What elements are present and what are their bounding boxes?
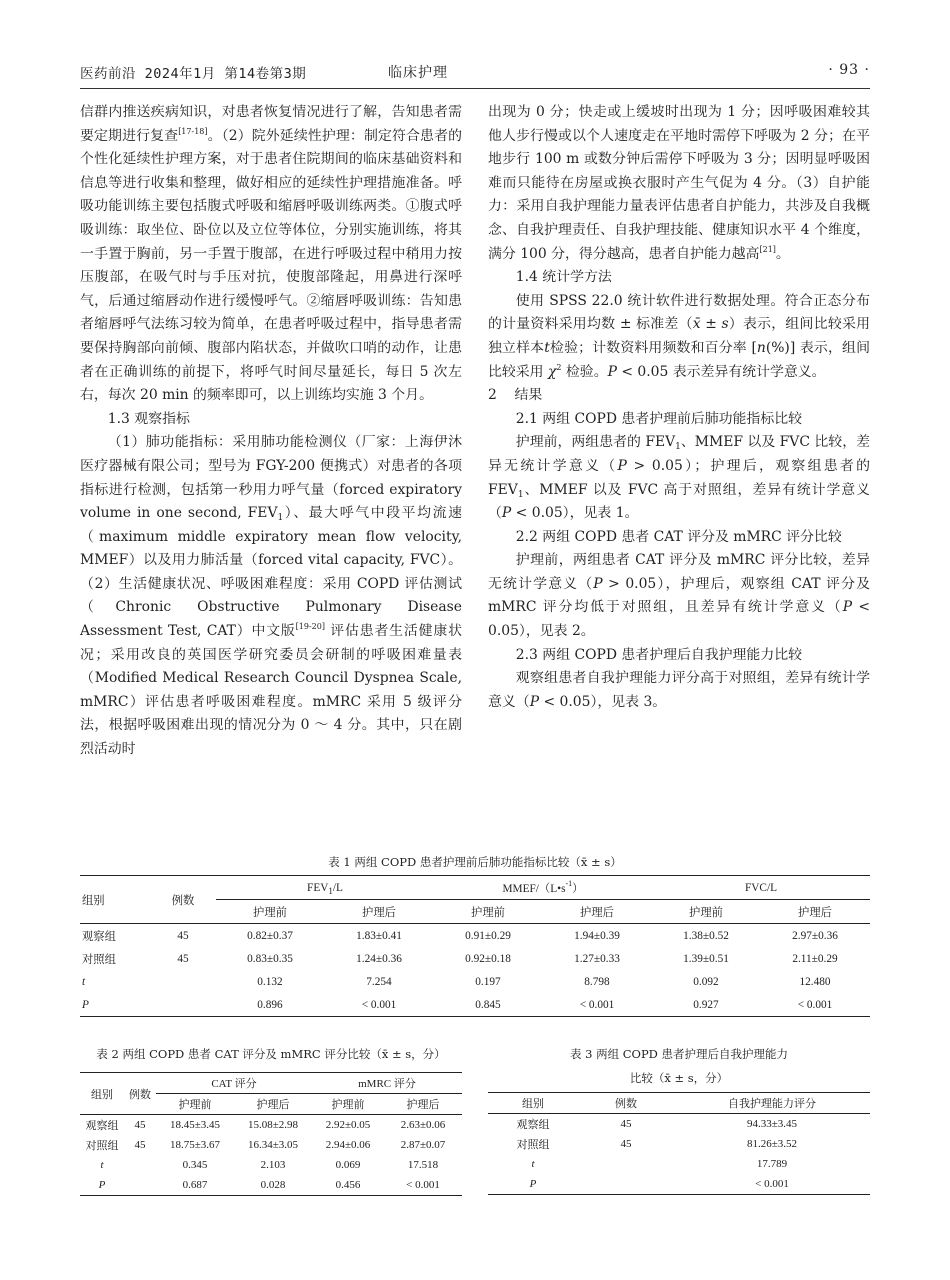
table1-subheader-after: 护理后: [580, 906, 614, 919]
table3: [488, 1092, 870, 1195]
table-row: 对照组 45 81.26±3.52: [516, 1138, 798, 1151]
table1: [80, 875, 870, 1017]
table2-subheader-after: 护理后: [256, 1099, 290, 1111]
heading-results: 2 结果: [488, 387, 543, 404]
table-row: P 0.687 0.028 0.456 < 0.001: [80, 1175, 462, 1196]
table-row: 观察组 45 18.45±3.45 15.08±2.98 2.92±0.05 2.63±0.06: [80, 1115, 462, 1136]
table1-header-mmef: MMEF/$(L•s^{-1})$: [434, 876, 652, 900]
subheading-2-1: 2.1 两组 COPD 患者护理前后肺功能指标比较: [515, 410, 802, 427]
table2-header-cat: CAT 评分: [156, 1073, 312, 1094]
journal-info: 医药前沿 2024年1月 第14卷第3期: [80, 66, 307, 82]
left-column: [80, 101, 462, 762]
table1-subheader-before: 护理前: [689, 906, 723, 919]
table1-header-fvc: FVC/L: [652, 876, 870, 900]
paragraph-continued: 信群内推送疾病知识，对患者恢复情况进行了解，告知患者需要定期进行复查[17-18]。（2）院外延续性护理：制定符合患者的个性化延续性护理方案，对于患者住院期间的临床基础资料和信息等进行收集和整理，做好相应的延续性护理措施准备。呼吸功能训练主要包括腹式呼吸和缩唇呼吸训练两类。①腹式呼吸训练：取坐位、卧位以及立位等体位，分别实施训练，将其一手置于胸前，另一手置于腹部，在进行呼吸过程中稍用力按压腹部，在吸气时与手压对抗，使腹部隆起，用鼻进行深呼气，后通过缩唇动作进行缓慢呼气。②缩唇呼吸训练：告知患者缩唇呼气法练习较为简单，在患者呼吸过程中，指导患者需要保持胸部向前倾、腹部内陷状态，并做吹口哨的动作，让患者在正确训练的前提下，将呼气时间尽量延长，每日 5 次左右，每次 20 min 的频率即可，以上训练均实施 3 个月。: [80, 104, 462, 404]
paragraph-2-1: 护理前，两组患者的 $FEV_1$、MMEF 以及 FVC 比较，差异无统计学意义（P > 0.05）；护理后，观察组患者的 $FEV_1$、MMEF 以及 FVC 高于对照组，差异有统计学意义（P < 0.05），见表 1。: [488, 434, 870, 522]
table2-header-mmrc: mMRC 评分: [312, 1073, 462, 1094]
table2-header-group: 组别: [91, 1088, 113, 1101]
table2-subheader-after: 护理后: [406, 1099, 440, 1111]
paragraph-observation: （1）肺功能指标：采用肺功能检测仪（厂家：上海伊沐医疗器械有限公司；型号为 FGY-200 便携式）对患者的各项指标进行检测，包括第一秒用力呼气量（forced expiratory volume in one second, $FEV_1$）、最大呼气中段平均流速（maximum middle expiratory mean flow velocity, MMEF）以及用力肺活量（forced vital capacity, FVC）。（2）生活健康状况、呼吸困难程度：采用 COPD 评估测试（Chronic Obstructive Pulmonary Disease Assessment Test, CAT）中文版[19-20] 评估患者生活健康状况；采用改良的英国医学研究委员会研制的呼吸困难量表（Modified Medical Research Council Dyspnea Scale, mMRC）评估患者呼吸困难程度。mMRC 采用 5 级评分法，根据呼吸困难出现的情况分为 0 ～ 4 分。其中，只在剧烈活动时: [80, 434, 462, 758]
table1-subheader-after: 护理后: [798, 906, 832, 919]
subheading-statistics: 1.4 统计学方法: [515, 269, 612, 286]
table-row: 对照组 45 18.75±3.67 16.34±3.05 2.94±0.06 2.87±0.07: [85, 1139, 446, 1152]
table2-subheader-before: 护理前: [178, 1099, 212, 1111]
table1-header-n: 例数: [171, 894, 195, 907]
table-row: P 0.896 < 0.001 0.845 < 0.001 0.927 < 0.001: [80, 993, 870, 1017]
table2: [80, 1072, 462, 1196]
table1-caption: 表 1 两组 COPD 患者护理前后肺功能指标比较（x̄ ± s）: [328, 855, 622, 869]
table-row: t 0.132 7.254 0.197 8.798 0.092 12.480: [82, 975, 831, 988]
table3-header-score: 自我护理能力评分: [728, 1098, 816, 1110]
table1-subheader-before: 护理前: [471, 906, 505, 919]
right-column: [488, 101, 870, 714]
paragraph-mmrc: 出现为 0 分；快走或上缓坡时出现为 1 分；因呼吸困难较其他人步行慢或以个人速度走在平地时需停下呼吸为 2 分；在平地步行 100 m 或数分钟后需停下呼吸为 3 分；因明显呼吸困难而只能待在房屋或换衣服时产生气促为 4 分。（3）自护能力：采用自我护理能力量表评估患者自护能力，共涉及自我概念、自我护理责任、自我护理技能、健康知识水平 4 个维度，满分 100 分，得分越高，患者自护能力越高[21]。: [488, 104, 870, 262]
table3-caption-line2: 比较（x̄ ± s，分）: [629, 1071, 729, 1085]
table3-header-group: 组别: [522, 1098, 544, 1110]
subheading-2-2: 2.2 两组 COPD 患者 CAT 评分及 mMRC 评分比较: [515, 528, 842, 545]
table3-caption-line1: 表 3 两组 COPD 患者护理后自我护理能力: [569, 1047, 789, 1061]
section-title: 临床护理: [388, 65, 448, 81]
table2-subheader-before: 护理前: [331, 1099, 365, 1111]
table-row: 对照组 45 0.83±0.35 1.24±0.36 0.92±0.18 1.27±0.33 1.39±0.51 2.11±0.29: [82, 952, 838, 966]
subheading-observation: 1.3 观察指标: [107, 410, 190, 427]
table1-header-group: 组别: [82, 894, 105, 907]
table-row: P < 0.001: [488, 1174, 870, 1195]
table3-header-n: 例数: [615, 1098, 637, 1110]
paragraph-2-3: 观察组患者自我护理能力评分高于对照组，差异有统计学意义（P < 0.05），见表 3。: [488, 670, 870, 710]
subheading-2-3: 2.3 两组 COPD 患者护理后自我护理能力比较: [515, 646, 802, 663]
paragraph-statistics: 使用 SPSS 22.0 统计软件进行数据处理。符合正态分布的计量资料采用均数 ± 标准差（x̄ ± s）表示，组间比较采用独立样本t检验；计数资料用频数和百分率 [n(%)] 表示，组间比较采用 $\chi^2$ 检验。P < 0.05 表示差异有统计学意义。: [488, 292, 870, 380]
table1-subheader-before: 护理前: [253, 906, 287, 919]
table1-subheader-after: 护理后: [362, 906, 396, 919]
table2-caption: 表 2 两组 COPD 患者 CAT 评分及 mMRC 评分比较（x̄ ± s，分）: [96, 1047, 446, 1061]
table-row: 观察组 45 94.33±3.45: [488, 1114, 870, 1135]
table-row: 观察组 45 0.82±0.37 1.83±0.41 0.91±0.29 1.94±0.39 1.38±0.52 2.97±0.36: [80, 924, 870, 948]
paragraph-2-2: 护理前，两组患者 CAT 评分及 mMRC 评分比较，差异无统计学意义（P > 0.05），护理后，观察组 CAT 评分及 mMRC 评分均低于对照组，且差异有统计学意义（P < 0.05），见表 2。: [488, 552, 870, 640]
table-row: t 17.789: [531, 1158, 788, 1170]
table-row: t 0.345 2.103 0.069 17.518: [100, 1159, 439, 1171]
page-number: · 93 ·: [828, 62, 870, 78]
table2-header-n: 例数: [129, 1088, 151, 1101]
header-rule: [80, 88, 870, 89]
running-header: [80, 62, 870, 86]
table1-header-fev1: $FEV_1/L$: [216, 876, 434, 900]
